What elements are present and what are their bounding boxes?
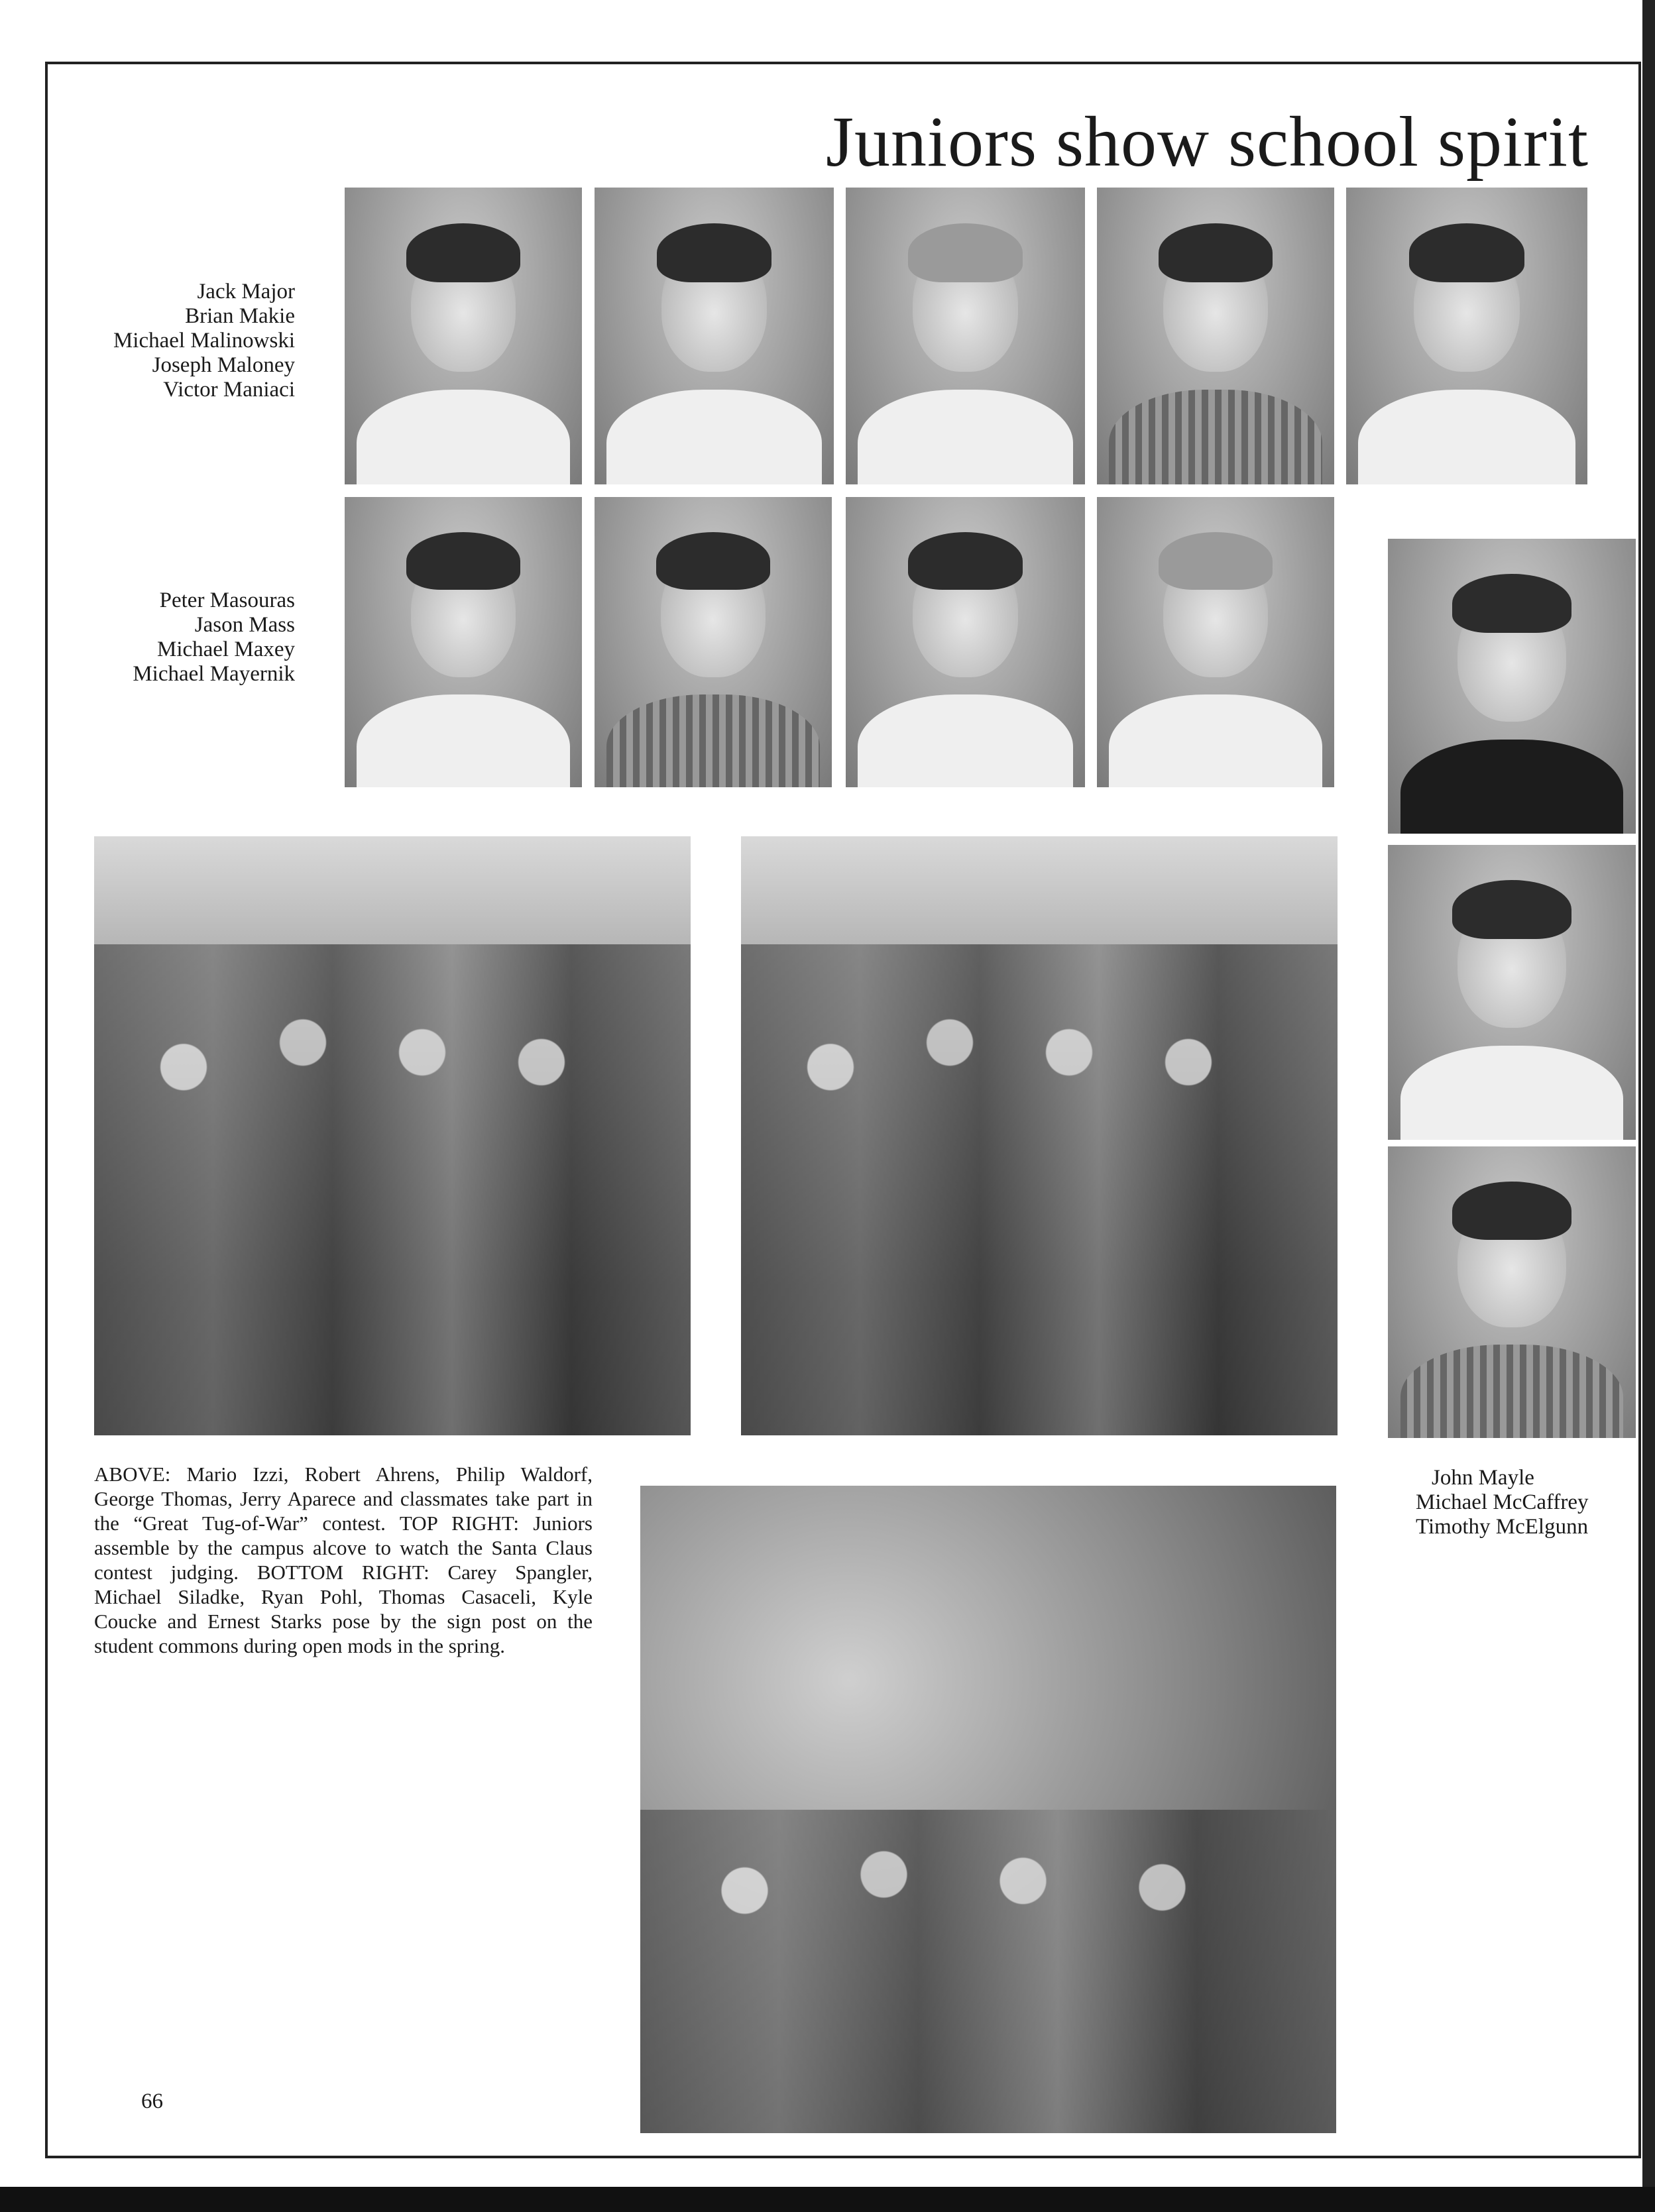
portrait-photo [345,497,582,787]
portrait-photo [1346,188,1587,484]
scan-edge-bottom [0,2187,1655,2212]
right-names [1416,1466,1634,1539]
row1-name: Joseph Maloney [152,353,295,377]
scan-edge-right [1642,0,1655,2212]
portrait-photo [345,188,582,484]
portrait-photo [1097,497,1334,787]
row2-name: Jason Mass [194,613,295,637]
portrait-photo [1388,539,1636,834]
row1-name: Brian Makie [185,304,295,328]
row2-name: Michael Maxey [156,637,295,661]
row1-name: Jack Major [197,280,295,304]
page-title: Juniors show school spirit [825,103,1589,182]
portrait-photo [595,497,832,787]
page-number: 66 [141,2089,163,2113]
portrait-photo [846,497,1085,787]
portrait-photo [1097,188,1334,484]
sign-post-group-photo [640,1486,1336,2133]
row1-names [43,280,295,402]
right-name: John Mayle [1432,1466,1534,1490]
portrait-photo [1388,1146,1636,1438]
right-name: Michael McCaffrey [1416,1490,1589,1514]
row2-name: Michael Mayernik [133,662,295,686]
tug-of-war-photo [94,836,691,1435]
row2-name: Peter Masouras [159,588,295,612]
hallway-assembly-photo [741,836,1338,1435]
portrait-photo [846,188,1085,484]
portrait-photo [595,188,834,484]
right-name: Timothy McElgunn [1416,1515,1589,1539]
row1-name: Michael Malinowski [113,329,295,353]
photo-caption: ABOVE: Mario Izzi, Robert Ahrens, Philip Waldorf, George Thomas, Jerry Aparece and classmates take part in the “Great Tug-of-War” contest. TOP RIGHT: Juniors assemble by the campus alcove to watch the Santa Claus contest judging. BOTTOM RIGHT: Carey Spangler, Michael Siladke, Ryan Pohl, Thomas Casaceli, Kyle Coucke and Ernest Starks pose by the sign post on the student commons during open mods in the spring. [94,1463,593,1657]
row1-name: Victor Maniaci [163,378,295,402]
row2-names [43,588,295,687]
portrait-photo [1388,845,1636,1140]
